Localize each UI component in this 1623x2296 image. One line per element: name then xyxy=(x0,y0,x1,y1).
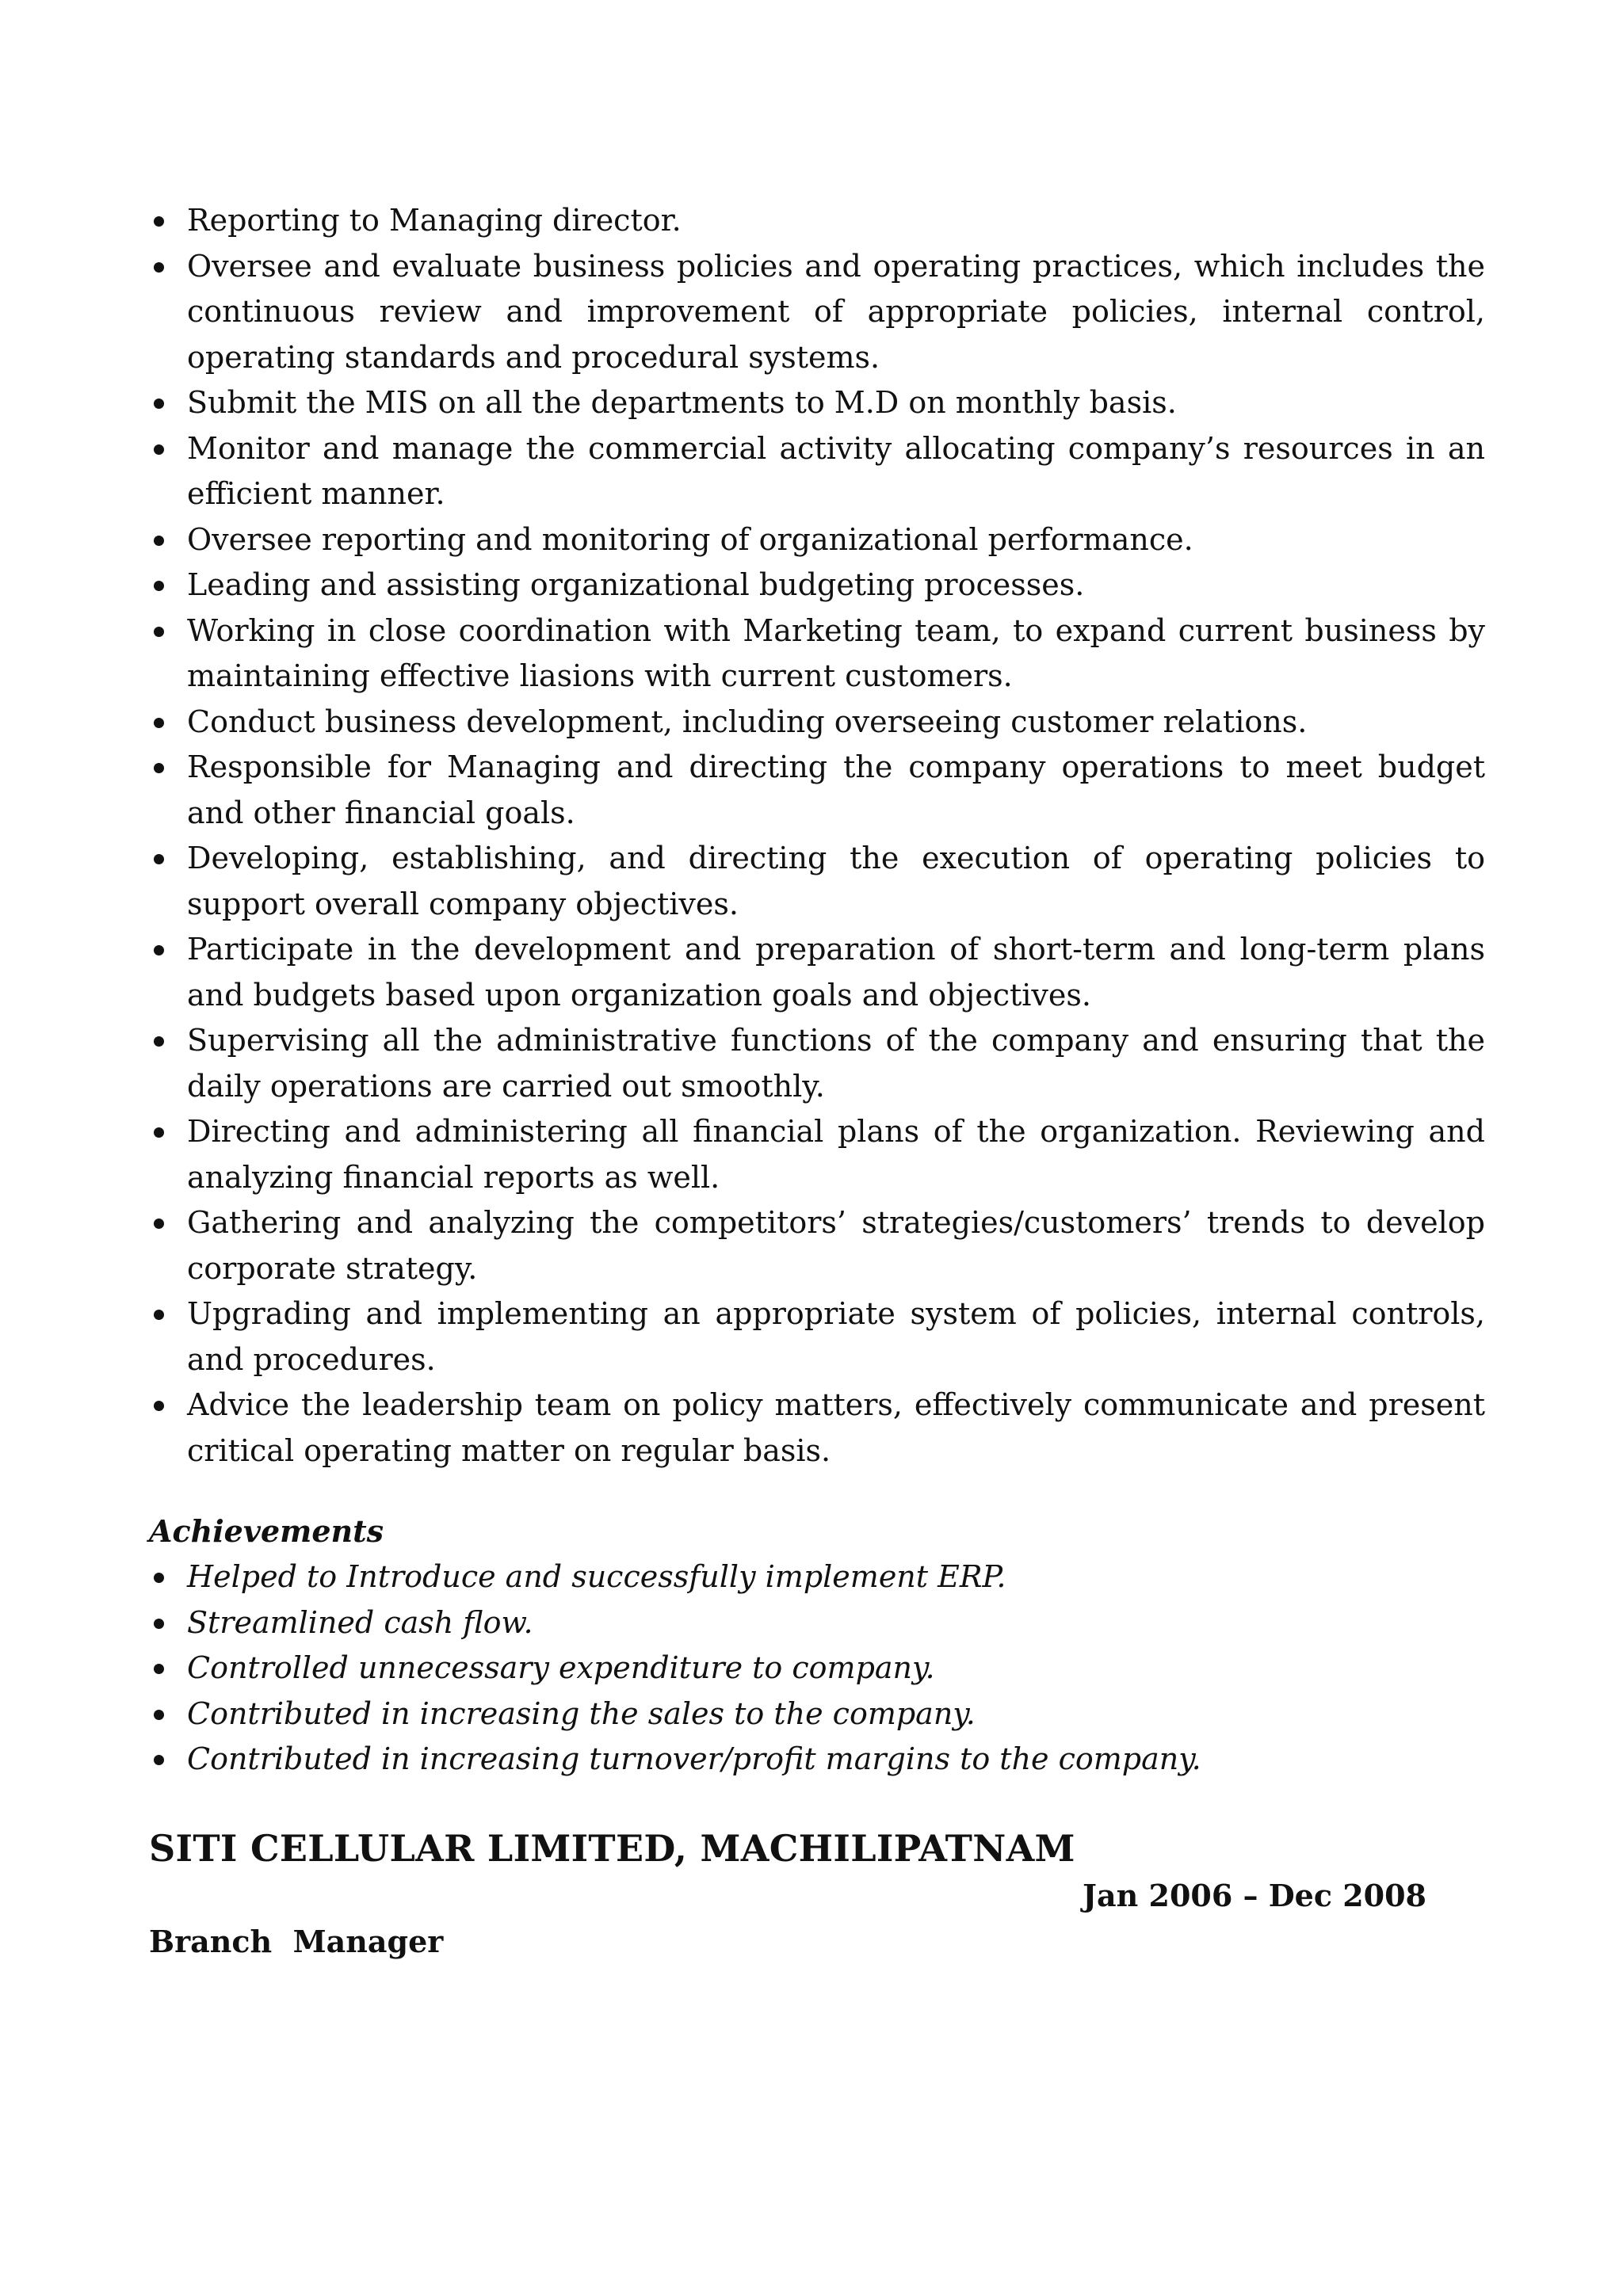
list-item xyxy=(149,380,1485,426)
job-title: Branch Manager xyxy=(149,1923,444,1959)
list-item-text: Developing, establishing, and directing the execution of operating policies to support overall company objectives. xyxy=(187,841,1485,921)
list-item xyxy=(149,1554,1485,1600)
bullet-icon xyxy=(154,581,164,591)
list-item xyxy=(149,836,1485,927)
list-item xyxy=(149,1200,1485,1291)
page-content xyxy=(149,198,1485,1965)
list-item xyxy=(149,745,1485,836)
list-item-text: Oversee and evaluate business policies and operating practices, which includes the continuous review and improvement of appropriate policies, internal control, operating standards and procedural systems. xyxy=(187,248,1485,375)
list-item-text: Monitor and manage the commercial activity allocating company’s resources in an efficient manner. xyxy=(187,430,1485,511)
company-heading: SITI CELLULAR LIMITED, MACHILIPATNAM xyxy=(149,1826,1075,1870)
list-item-text: Conduct business development, including overseeing customer relations. xyxy=(187,704,1308,739)
list-item xyxy=(149,1646,1485,1691)
bullet-icon xyxy=(154,216,164,227)
list-item-text: Streamlined cash flow. xyxy=(187,1604,533,1640)
bullet-icon xyxy=(154,1127,164,1138)
list-item-text: Responsible for Managing and directing the company operations to meet budget and other financial goals. xyxy=(187,749,1485,830)
bullet-icon xyxy=(154,1573,164,1583)
bullet-icon xyxy=(154,1710,164,1720)
list-item xyxy=(149,1109,1485,1200)
bullet-icon xyxy=(154,854,164,864)
bullet-icon xyxy=(154,262,164,273)
bullet-icon xyxy=(154,627,164,637)
list-item xyxy=(149,1383,1485,1474)
responsibilities-list xyxy=(149,198,1485,1474)
list-item xyxy=(149,563,1485,608)
list-item-text: Gathering and analyzing the competitors’ strategies/customers’ trends to develop corporate strategy. xyxy=(187,1205,1485,1286)
list-item-text: Oversee reporting and monitoring of organizational performance. xyxy=(187,521,1193,557)
list-item-text: Contributed in increasing the sales to the company. xyxy=(187,1695,976,1731)
list-item-text: Working in close coordination with Marketing team, to expand current business by maintaining effective liasions with current customers. xyxy=(187,612,1485,693)
list-item-text: Reporting to Managing director. xyxy=(187,203,682,238)
list-item-text: Helped to Introduce and successfully implement ERP. xyxy=(187,1559,1006,1594)
list-item xyxy=(149,517,1485,563)
bullet-icon xyxy=(154,1036,164,1047)
list-item-text: Leading and assisting organizational budgeting processes. xyxy=(187,567,1085,602)
list-item-text: Participate in the development and preparation of short-term and long-term plans and budgets based upon organization goals and objectives. xyxy=(187,932,1485,1013)
list-item xyxy=(149,426,1485,517)
list-item xyxy=(149,1018,1485,1109)
list-item-text: Contributed in increasing turnover/profit margins to the company. xyxy=(187,1741,1201,1776)
bullet-icon xyxy=(154,399,164,409)
list-item-text: Upgrading and implementing an appropriate system of policies, internal controls, and procedures. xyxy=(187,1296,1485,1377)
list-item-text: Directing and administering all financial plans of the organization. Reviewing and analyzing financial reports as well. xyxy=(187,1114,1485,1195)
bullet-icon xyxy=(154,444,164,455)
bullet-icon xyxy=(154,1664,164,1674)
bullet-icon xyxy=(154,1219,164,1229)
list-item-text: Controlled unnecessary expenditure to company. xyxy=(187,1650,935,1685)
list-item xyxy=(149,608,1485,700)
bullet-icon xyxy=(154,1755,164,1765)
list-item-text: Advice the leadership team on policy matters, effectively communicate and present critical operating matter on regular basis. xyxy=(187,1387,1485,1468)
list-item xyxy=(149,1291,1485,1383)
list-item-text: Submit the MIS on all the departments to M.D on monthly basis. xyxy=(187,385,1177,420)
list-item xyxy=(149,927,1485,1018)
bullet-icon xyxy=(154,718,164,728)
list-item xyxy=(149,1600,1485,1646)
list-item xyxy=(149,198,1485,244)
employment-dates: Jan 2006 – Dec 2008 xyxy=(1083,1877,1426,1913)
list-item xyxy=(149,244,1485,381)
achievements-heading: Achievements xyxy=(149,1513,384,1549)
list-item-text: Supervising all the administrative functions of the company and ensuring that the daily operations are carried out smoothly. xyxy=(187,1023,1485,1104)
bullet-icon xyxy=(154,1401,164,1411)
bullet-icon xyxy=(154,536,164,546)
list-item xyxy=(149,700,1485,746)
list-item xyxy=(149,1691,1485,1737)
achievements-list xyxy=(149,1554,1485,1783)
bullet-icon xyxy=(154,763,164,773)
bullet-icon xyxy=(154,1310,164,1320)
bullet-icon xyxy=(154,945,164,955)
list-item xyxy=(149,1737,1485,1783)
bullet-icon xyxy=(154,1619,164,1629)
